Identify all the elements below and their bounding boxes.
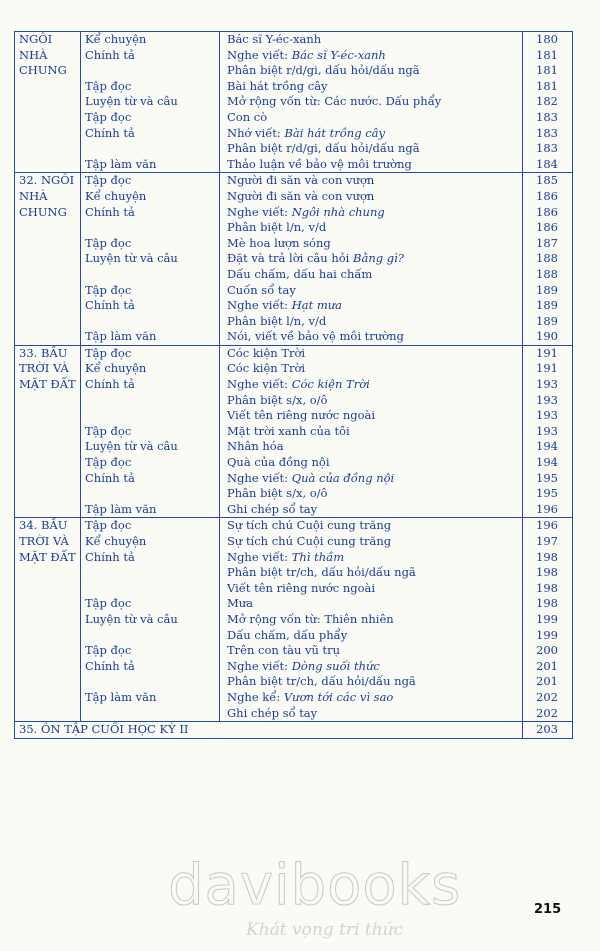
lesson-title-cell: [220, 94, 523, 110]
lesson-title: Dấu chấm, dấu hai chấm: [227, 266, 373, 281]
subject-cell: Chính tả: [81, 471, 220, 487]
lesson-title-cell: [220, 298, 523, 314]
subject-cell: Chính tả: [81, 48, 220, 64]
lesson-title-cell: [220, 32, 523, 48]
lesson-title: Mặt trời xanh của tôi: [227, 423, 350, 438]
table-row: [15, 628, 573, 644]
lesson-title: Con cò: [227, 109, 268, 124]
table-row: [15, 659, 573, 675]
table-row: [15, 141, 573, 157]
lesson-title: Phân biệt s/x, o/ô: [227, 392, 328, 407]
subject-cell: Chính tả: [81, 126, 220, 142]
lesson-title: Phân biệt tr/ch, dấu hỏi/dấu ngã: [227, 565, 416, 580]
lesson-title-cell: [220, 236, 523, 252]
table-row: [15, 126, 573, 142]
lesson-title: Bác sĩ Y-éc-xanh: [227, 32, 322, 46]
subject-cell: [81, 486, 220, 502]
italic-title-part: Bằng gì?: [353, 251, 404, 266]
lesson-title: Nghe viết: Quà của đồng nội: [227, 470, 395, 485]
lesson-title: Người đi săn và con vượn: [227, 188, 375, 203]
subject-cell: Tập đọc: [81, 173, 220, 189]
review-page: 203: [523, 722, 573, 739]
table-row: [15, 424, 573, 440]
table-row: [15, 377, 573, 393]
page-cell: 191: [523, 345, 573, 361]
page-cell: 183: [523, 141, 573, 157]
lesson-title: Viết tên riêng nước ngoài: [227, 408, 376, 423]
lesson-title: Mở rộng vốn từ: Các nước. Dấu phẩy: [227, 94, 442, 109]
table-row: [15, 581, 573, 597]
subject-cell: Tập làm văn: [81, 690, 220, 706]
subject-cell: [81, 393, 220, 409]
lesson-title: Đặt và trả lời câu hỏi Bằng gì?: [227, 251, 404, 266]
page-cell: 196: [523, 518, 573, 534]
lesson-title: Mè hoa lượn sóng: [227, 235, 331, 250]
lesson-title-cell: [220, 314, 523, 330]
subject-cell: Tập đọc: [81, 236, 220, 252]
subject-cell: [81, 220, 220, 236]
lesson-name: 34. BẦU TRỜI VÀ MẶT ĐẤT: [19, 518, 76, 564]
lesson-title-cell: [220, 157, 523, 173]
page-cell: 188: [523, 251, 573, 267]
subject-cell: Chính tả: [81, 550, 220, 566]
lesson-title: Phân biệt l/n, v/d: [227, 220, 327, 235]
lesson-title-cell: [220, 48, 523, 64]
lesson-title-cell: [220, 141, 523, 157]
lesson-title-cell: [220, 251, 523, 267]
page-cell: 183: [523, 126, 573, 142]
subject-cell: Tập đọc: [81, 424, 220, 440]
lesson-title-cell: [220, 424, 523, 440]
italic-title-part: Quà của đồng nội: [291, 470, 395, 485]
subject-cell: [81, 581, 220, 597]
page-cell: 199: [523, 628, 573, 644]
italic-title-part: Bác sĩ Y-éc-xanh: [291, 47, 386, 62]
page-cell: 198: [523, 565, 573, 581]
page-cell: 194: [523, 439, 573, 455]
lesson-name: 32. NGÔI NHÀ CHUNG: [19, 173, 75, 219]
lesson-title-cell: [220, 283, 523, 299]
page-cell: 193: [523, 377, 573, 393]
lesson-title: Dấu chấm, dấu phẩy: [227, 627, 348, 642]
subject-cell: [81, 408, 220, 424]
table-row: [15, 596, 573, 612]
table-row: [15, 455, 573, 471]
table-row: [15, 48, 573, 64]
lesson-title: Cuốn sổ tay: [227, 282, 296, 297]
table-row: [15, 220, 573, 236]
subject-cell: [81, 267, 220, 283]
page-cell: 198: [523, 581, 573, 597]
page-cell: 191: [523, 361, 573, 377]
page-cell: 185: [523, 173, 573, 189]
page-cell: 184: [523, 157, 573, 173]
italic-title-part: Bài hát trồng cây: [284, 125, 386, 140]
subject-cell: [81, 706, 220, 722]
table-row: [15, 205, 573, 221]
page-cell: 193: [523, 408, 573, 424]
lesson-title-cell: [220, 628, 523, 644]
page-cell: 195: [523, 471, 573, 487]
page-cell: 193: [523, 424, 573, 440]
lesson-title-cell: [220, 408, 523, 424]
subject-cell: Kể chuyện: [81, 534, 220, 550]
lesson-title: Quà của đồng nội: [227, 455, 330, 470]
lesson-title: Phân biệt r/d/gi, dấu hỏi/dấu ngã: [227, 141, 420, 156]
lesson-title: Nghe viết: Thì thầm: [227, 549, 345, 564]
lesson-title: Nhớ viết: Bài hát trồng cây: [227, 125, 386, 140]
subject-cell: Tập đọc: [81, 283, 220, 299]
lesson-title-cell: [220, 565, 523, 581]
lesson-title-cell: [220, 110, 523, 126]
table-row: [15, 329, 573, 345]
subject-cell: Luyện từ và câu: [81, 94, 220, 110]
page-cell: 202: [523, 690, 573, 706]
lesson-cell: [15, 173, 81, 346]
italic-title-part: Dòng suối thức: [291, 658, 380, 673]
subject-cell: Tập làm văn: [81, 329, 220, 345]
lesson-title: Ghi chép sổ tay: [227, 501, 318, 516]
subject-cell: Tập đọc: [81, 110, 220, 126]
lesson-title: Nghe viết: Bác sĩ Y-éc-xanh: [227, 47, 386, 62]
table-row: [15, 565, 573, 581]
lesson-title-cell: [220, 502, 523, 518]
lesson-title: Phân biệt tr/ch, dấu hỏi/dấu ngã: [227, 674, 416, 689]
table-row: [15, 251, 573, 267]
table-row: [15, 236, 573, 252]
lesson-title-cell: [220, 173, 523, 189]
table-row: [15, 408, 573, 424]
subject-cell: Chính tả: [81, 298, 220, 314]
table-row: [15, 345, 573, 361]
italic-title-part: Hạt mưa: [291, 298, 343, 313]
subject-cell: Tập đọc: [81, 345, 220, 361]
watermark-logo: davibooks: [168, 853, 462, 918]
lesson-title-cell: [220, 581, 523, 597]
lesson-title-cell: [220, 345, 523, 361]
watermark-tagline: Khát vọng tri thức: [246, 920, 404, 940]
page-cell: 196: [523, 502, 573, 518]
page-cell: 187: [523, 236, 573, 252]
page-cell: 202: [523, 706, 573, 722]
lesson-title: Sự tích chú Cuội cung trăng: [227, 534, 392, 548]
table-row: [15, 314, 573, 330]
table-row: [15, 690, 573, 706]
lesson-title-cell: [220, 596, 523, 612]
table-row: [15, 518, 573, 534]
subject-cell: Tập đọc: [81, 643, 220, 659]
page-cell: 180: [523, 32, 573, 48]
lesson-title: Cóc kiện Trời: [227, 361, 306, 376]
subject-cell: Tập làm văn: [81, 157, 220, 173]
table-row: [15, 550, 573, 566]
subject-cell: Tập đọc: [81, 79, 220, 95]
subject-cell: Tập đọc: [81, 518, 220, 534]
table-row: [15, 189, 573, 205]
italic-title-part: Thì thầm: [291, 549, 345, 564]
subject-cell: Chính tả: [81, 659, 220, 675]
lesson-name: NGÔI NHÀ CHUNG: [19, 32, 67, 78]
lesson-title-cell: [220, 79, 523, 95]
table-of-contents: [14, 31, 573, 739]
page-cell: 186: [523, 220, 573, 236]
subject-cell: [81, 141, 220, 157]
lesson-title-cell: [220, 439, 523, 455]
page-cell: 181: [523, 79, 573, 95]
lesson-title: Phân biệt r/d/gi, dấu hỏi/dấu ngã: [227, 63, 420, 78]
lesson-title-cell: [220, 612, 523, 628]
lesson-title-cell: [220, 377, 523, 393]
page-cell: 186: [523, 189, 573, 205]
page-cell: 193: [523, 393, 573, 409]
page-cell: 201: [523, 659, 573, 675]
lesson-title-cell: [220, 674, 523, 690]
subject-cell: [81, 565, 220, 581]
subject-cell: Kể chuyện: [81, 361, 220, 377]
table-row: [15, 173, 573, 189]
lesson-title-cell: [220, 329, 523, 345]
subject-cell: Kể chuyện: [81, 32, 220, 48]
table-row: [15, 63, 573, 79]
lesson-title-cell: [220, 63, 523, 79]
lesson-title: Phân biệt l/n, v/d: [227, 313, 327, 328]
lesson-title: Nghe viết: Ngôi nhà chung: [227, 204, 385, 219]
lesson-name: 33. BẦU TRỜI VÀ MẶT ĐẤT: [19, 345, 76, 392]
lesson-title-cell: [220, 471, 523, 487]
page-cell: 198: [523, 596, 573, 612]
lesson-title-cell: [220, 550, 523, 566]
lesson-title-cell: [220, 126, 523, 142]
table-row: [15, 267, 573, 283]
subject-cell: Tập đọc: [81, 596, 220, 612]
subject-cell: Tập đọc: [81, 455, 220, 471]
lesson-title-cell: [220, 706, 523, 722]
page-cell: 189: [523, 283, 573, 299]
lesson-cell: [15, 345, 81, 518]
page-cell: 182: [523, 94, 573, 110]
page-cell: 189: [523, 298, 573, 314]
lesson-title-cell: [220, 659, 523, 675]
subject-cell: [81, 628, 220, 644]
lesson-title: Nói, viết về bảo vệ môi trường: [227, 329, 404, 344]
lesson-title: Mở rộng vốn từ: Thiên nhiên: [227, 611, 394, 626]
table-row: [15, 361, 573, 377]
page-cell: 199: [523, 612, 573, 628]
table-row: [15, 79, 573, 95]
lesson-title: Nhân hóa: [227, 439, 284, 454]
lesson-title-cell: [220, 690, 523, 706]
lesson-title: Cóc kiện Trời: [227, 345, 306, 360]
italic-title-part: Cóc kiện Trời: [291, 377, 370, 392]
page-cell: 200: [523, 643, 573, 659]
subject-cell: [81, 314, 220, 330]
lesson-title-cell: [220, 189, 523, 205]
lesson-title: Viết tên riêng nước ngoài: [227, 580, 376, 595]
page-cell: 181: [523, 48, 573, 64]
page-cell: 190: [523, 329, 573, 345]
lesson-title: Người đi săn và con vượn: [227, 173, 375, 188]
lesson-title: Bài hát trồng cây: [227, 78, 328, 93]
subject-cell: Luyện từ và câu: [81, 439, 220, 455]
lesson-title: Nghe viết: Dòng suối thức: [227, 658, 380, 673]
table-row: [15, 110, 573, 126]
table-row: [15, 439, 573, 455]
page-number: 215: [534, 902, 562, 917]
lesson-cell: [15, 518, 81, 722]
lesson-title: Phân biệt s/x, o/ô: [227, 486, 328, 501]
lesson-title-cell: [220, 267, 523, 283]
table-row: [15, 298, 573, 314]
table-row: [15, 502, 573, 518]
page-cell: 183: [523, 110, 573, 126]
page-cell: 197: [523, 534, 573, 550]
lesson-title: Nghe viết: Hạt mưa: [227, 298, 343, 313]
table-row: [15, 612, 573, 628]
page-cell: 201: [523, 674, 573, 690]
lesson-title: Thảo luận về bảo vệ môi trường: [227, 156, 412, 171]
lesson-title: Mưa: [227, 596, 254, 611]
lesson-cell: [15, 32, 81, 173]
italic-title-part: Vươn tới các vì sao: [283, 689, 394, 704]
lesson-title-cell: [220, 486, 523, 502]
page-cell: 195: [523, 486, 573, 502]
lesson-title-cell: [220, 455, 523, 471]
lesson-title: Sự tích chú Cuội cung trăng: [227, 518, 392, 533]
page-cell: 186: [523, 205, 573, 221]
lesson-title-cell: [220, 534, 523, 550]
table-row: [15, 94, 573, 110]
table-row: [15, 706, 573, 722]
subject-cell: Kể chuyện: [81, 189, 220, 205]
subject-cell: Chính tả: [81, 205, 220, 221]
review-title: 35. ÔN TẬP CUỐI HỌC KỲ II: [15, 722, 523, 739]
lesson-title-cell: [220, 361, 523, 377]
table-row: [15, 643, 573, 659]
table-row: [15, 674, 573, 690]
page-cell: 188: [523, 267, 573, 283]
lesson-title: Trên con tàu vũ trụ: [227, 643, 341, 658]
table-row: [15, 393, 573, 409]
table-row: [15, 157, 573, 173]
page-cell: 189: [523, 314, 573, 330]
lesson-title: Nghe kể: Vươn tới các vì sao: [227, 689, 394, 704]
lesson-title-cell: [220, 518, 523, 534]
subject-cell: Luyện từ và câu: [81, 612, 220, 628]
page-cell: 198: [523, 550, 573, 566]
subject-cell: [81, 63, 220, 79]
page-cell: 194: [523, 455, 573, 471]
table-row: [15, 32, 573, 48]
subject-cell: Luyện từ và câu: [81, 251, 220, 267]
table-row: [15, 471, 573, 487]
table-row: [15, 486, 573, 502]
subject-cell: Tập làm văn: [81, 502, 220, 518]
lesson-title-cell: [220, 643, 523, 659]
subject-cell: Chính tả: [81, 377, 220, 393]
subject-cell: [81, 674, 220, 690]
page-cell: 181: [523, 63, 573, 79]
table-row: [15, 534, 573, 550]
lesson-title-cell: [220, 393, 523, 409]
lesson-title-cell: [220, 220, 523, 236]
table-row: [15, 283, 573, 299]
lesson-title: Ghi chép sổ tay: [227, 705, 318, 720]
review-row: [15, 722, 573, 739]
lesson-title: Nghe viết: Cóc kiện Trời: [227, 377, 370, 392]
italic-title-part: Ngôi nhà chung: [291, 204, 385, 219]
lesson-title-cell: [220, 205, 523, 221]
